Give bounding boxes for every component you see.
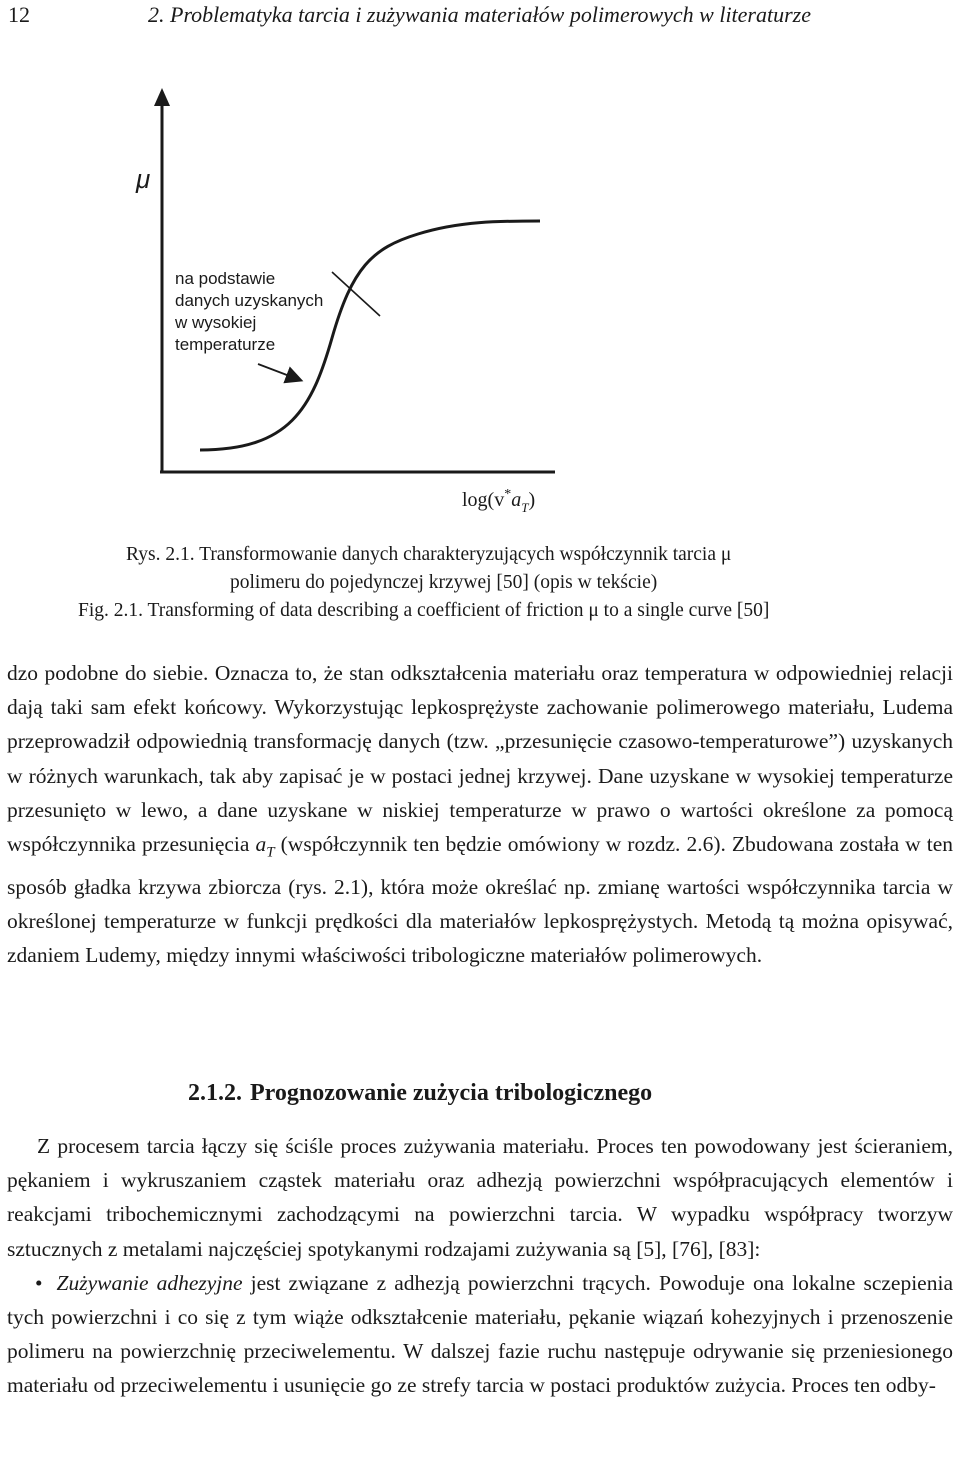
caption-pl-line-2: polimeru do pojedynczej krzywej [50] (opis w tekście) bbox=[230, 572, 658, 593]
body-text-2 bbox=[7, 1129, 953, 1403]
paragraph: Z procesem tarcia łączy się ściśle proces zużywania materiału. Proces ten powodowany jest ścieraniem, pękaniem i wykruszaniem cząstek materiału oraz adhezją powierzchni współpracujących elementów i reakcjami tribochemicznymi zachodzącymi na powierzchni tarcia. W wypadku współpracy tworzyw sztucznych z metalami najczęściej spotykanymi rodzajami zużywania są [5], [76], [83]: bbox=[7, 1134, 953, 1261]
section-number: 2.1.2. bbox=[188, 1080, 242, 1106]
annotation-line: danych uzyskanych bbox=[175, 291, 324, 310]
x-axis-label: $\log(v^*a_T)$ bbox=[462, 487, 536, 515]
shift-factor-symbol: $a_T$ bbox=[255, 832, 275, 861]
page-number: 12 bbox=[8, 2, 30, 27]
annotation-arrow bbox=[258, 364, 300, 380]
annotation-line: na podstawie bbox=[175, 269, 276, 288]
bullet-item: • Zużywanie adhezyjne jest związane z adhezją powierzchni trących. Powoduje ona lokalne sczepienia tych powierzchni i co się z tym wiąże odkształcenie materiału, pękanie wiązań kohezyjnych i przenoszenie polimeru na powierzchnię przeciwelementu. W dalszej fazie ruchu następuje odrywanie się przeniesionego materiału od przeciwelementu i usunięcie go ze strefy tarcia w postaci produktów zużycia. Proces ten odby- bbox=[7, 1266, 953, 1403]
y-axis-arrowhead bbox=[154, 88, 170, 106]
caption-en-line: Fig. 2.1. Transforming of data describing a coefficient of friction μ to a single curve [50] bbox=[78, 600, 770, 621]
bullet-icon: • bbox=[35, 1270, 43, 1295]
figure-plot bbox=[60, 88, 820, 518]
section-heading bbox=[188, 1080, 652, 1107]
body-text bbox=[7, 656, 953, 972]
figure-2-1 bbox=[60, 88, 820, 518]
caption-pl-line-1: Rys. 2.1. Transformowanie danych charakteryzujących współczynnik tarcia μ bbox=[126, 544, 732, 565]
paragraph: dzo podobne do siebie. Oznacza to, że stan odkształcenia materiału oraz temperatura w odpowiedniej relacji dają taki sam efekt końcowy. Wykorzystując lepkosprężyste zachowanie polimerowego materiału, Ludema przeprowadził odpowiednią transformację danych (tzw. „przesunięcie czasowo-temperaturowe”) uzyskanych w różnych warunkach, tak aby zapisać je w postaci jednej krzywej. Dane uzyskane w wysokiej temperaturze przesunięto w lewo, a dane uzyskane w niskiej temperaturze w prawo o wartości określone za pomocą współczynnika przesunięcia $a_T$ (współczynnik ten będzie omówiony w rozdz. 2.6). Zbudowana została w ten sposób gładka krzywa zbiorcza (rys. 2.1), która może określać np. zmianę wartości współczynnika tarcia w określonej temperaturze w funkcji prędkości dla materiałów lepkosprężystych. Metodą tą można opisywać, zdaniem Ludemy, między innymi właściwości tribologiczne materiałów polimerowych. bbox=[7, 661, 954, 967]
annotation-line: temperaturze bbox=[175, 335, 276, 354]
section-title: Prognozowanie zużycia tribologicznego bbox=[250, 1080, 653, 1106]
bullet-term: Zużywanie adhezyjne bbox=[56, 1270, 243, 1295]
annotation-line: w wysokiej bbox=[175, 313, 257, 332]
running-title: 2. Problematyka tarcia i zużywania materiałów polimerowych w literaturze bbox=[148, 2, 811, 27]
y-axis-label: μ bbox=[136, 164, 151, 194]
page-header bbox=[0, 2, 960, 32]
curve-annotation bbox=[175, 268, 323, 356]
